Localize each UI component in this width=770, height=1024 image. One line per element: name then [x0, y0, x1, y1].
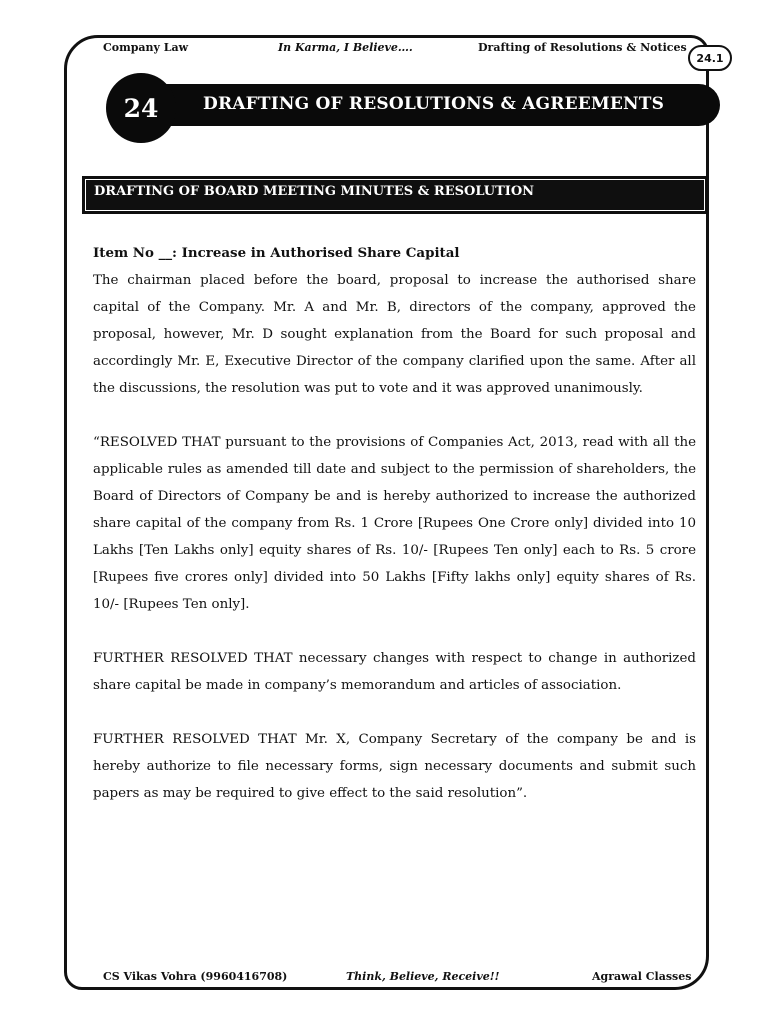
footer-left: CS Vikas Vohra (9960416708) [103, 970, 288, 983]
footer-right: Agrawal Classes [592, 970, 692, 983]
item-title: Item No __: Increase in Authorised Share Capital [93, 245, 460, 261]
document-body [93, 240, 696, 807]
paragraph-gap [93, 699, 696, 726]
paragraph-minutes: The chairman placed before the board, proposal to increase the authorised share capital of the Company. Mr. A and Mr. B, directors of the company, approved the proposal, however, Mr. D sought explanation from the Board for such proposal and accordingly Mr. E, Executive Director of the company clarified upon the same. After all the discussions, the resolution was put to vote and it was approved unanimously. [93, 273, 696, 396]
header-center: In Karma, I Believe…. [278, 41, 413, 54]
paragraph-resolution: “RESOLVED THAT pursuant to the provisions of Companies Act, 2013, read with all the applicable rules as amended till date and subject to the permission of shareholders, the Board of Directors of Company be and is hereby authorized to increase the authorized share capital of the company from Rs. 1 Crore [Rupees One Crore only] divided into 10 Lakhs [Ten Lakhs only] equity shares of Rs. 10/- [Rupees Ten only] each to Rs. 5 crore [Rupees five crores only] divided into 50 Lakhs [Fifty lakhs only] equity shares of Rs. 10/- [Rupees Ten only]. [93, 435, 696, 612]
paragraph-gap [93, 618, 696, 645]
paragraph-further-resolved-2: FURTHER RESOLVED THAT Mr. X, Company Secretary of the company be and is hereby authorize to file necessary forms, sign necessary documents and submit such papers as may be required to give effect to the said resolution”. [93, 732, 696, 801]
section-title: DRAFTING OF BOARD MEETING MINUTES & RESOLUTION [94, 184, 535, 199]
header-right: Drafting of Resolutions & Notices [478, 41, 687, 54]
footer-center: Think, Believe, Receive!! [346, 970, 500, 983]
chapter-number: 24 [106, 73, 176, 143]
page-number-badge: 24.1 [688, 45, 732, 71]
paragraph-further-resolved-1: FURTHER RESOLVED THAT necessary changes with respect to change in authorized share capital be made in company’s memorandum and articles of association. [93, 651, 696, 693]
header-left: Company Law [103, 41, 189, 54]
chapter-title: DRAFTING OF RESOLUTIONS & AGREEMENTS [203, 94, 665, 114]
paragraph-gap [93, 402, 696, 429]
